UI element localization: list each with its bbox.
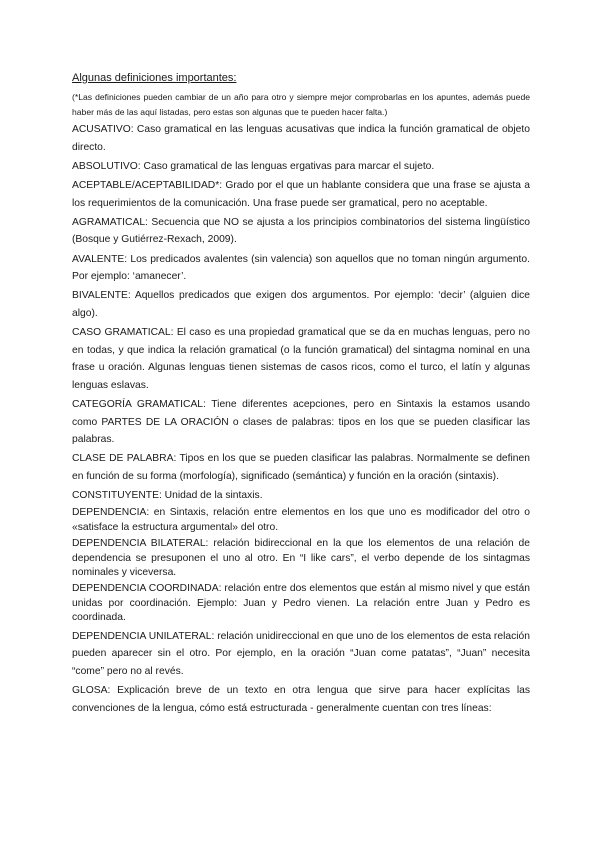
definition-aceptable: ACEPTABLE/ACEPTABILIDAD*: Grado por el que un hablante considera que una frase se ajusta a los requerimientos de la comunicación. Una frase puede ser gramatical, pero no aceptable. — [72, 179, 530, 209]
definition-clase-de-palabra: CLASE DE PALABRA: Tipos en los que se pueden clasificar las palabras. Normalmente se definen en función de su forma (morfología), significado (semántica) y función en la oración (sintaxis). — [72, 453, 530, 483]
definition-acusativo: ACUSATIVO: Caso gramatical en las lenguas acusativas que indica la función gramatical de objeto directo. — [72, 124, 530, 153]
page-title: Algunas definiciones importantes: — [72, 72, 237, 84]
definition-avalente: AVALENTE: Los predicados avalentes (sin valencia) son aquellos que no toman ningún argumento. Por ejemplo: ‘amanecer’. — [72, 253, 530, 283]
intro-note: (*Las definiciones pueden cambiar de un año para otro y siempre mejor comprobarlas en los apuntes, además puede haber más de las aquí listadas, pero estas son algunas que te pueden hacer falta.) — [72, 92, 530, 117]
definition-dependencia-unilateral: DEPENDENCIA UNILATERAL: relación unidireccional en que uno de los elementos de esta relación pueden aparecer sin el otro. Por ejemplo, en la oración “Juan come patatas”, “Juan” necesita “come” pero no al revés. — [72, 630, 530, 677]
document-body — [72, 71, 530, 719]
definition-dependencia-bilateral: DEPENDENCIA BILATERAL: relación bidireccional en la que los elementos de una relación de dependencia se presuponen el uno al otro. En “I like cars”, el verbo depende de los sintagmas nominales y viceversa. — [72, 538, 530, 579]
definition-bivalente: BIVALENTE: Aquellos predicados que exigen dos argumentos. Por ejemplo: ‘decir’ (alguien dice algo). — [72, 290, 530, 319]
definition-dependencia: DEPENDENCIA: en Sintaxis, relación entre elementos en los que uno es modificador del otro o «satisface la estructura argumental» del otro. — [72, 507, 530, 533]
definition-glosa: GLOSA: Explicación breve de un texto en otra lengua que sirve para hacer explícitas las convenciones de la lengua, cómo está estructurada - generalmente cuentan con tres líneas: — [72, 685, 530, 714]
definition-constituyente: CONSTITUYENTE: Unidad de la sintaxis. — [72, 490, 263, 502]
definition-absolutivo: ABSOLUTIVO: Caso gramatical de las lenguas ergativas para marcar el sujeto. — [72, 160, 435, 172]
definition-dependencia-coordinada: DEPENDENCIA COORDINADA: relación entre dos elementos que están al mismo nivel y que están unidas por coordinación. Ejemplo: Juan y Pedro vienen. La relación entre Juan y Pedro es coordinada. — [72, 583, 530, 624]
definition-caso-gramatical: CASO GRAMATICAL: El caso es una propiedad gramatical que se da en muchas lenguas, pero no en todas, y que indica la relación gramatical (o la función gramatical) del sintagma nominal en una frase u oración. Algunas lenguas tienen sistemas de casos ricos, como el turco, el latín y algunas lenguas eslavas. — [72, 327, 530, 391]
definition-agramatical: AGRAMATICAL: Secuencia que NO se ajusta a los principios combinatorios del sistema lingüístico (Bosque y Gutiérrez-Rexach, 2009). — [72, 216, 530, 246]
definition-categoria-gramatical: CATEGORÍA GRAMATICAL: Tiene diferentes acepciones, pero en Sintaxis la estamos usando como PARTES DE LA ORACIÓN o clases de palabras: tipos en los que se pueden clasificar las palabras. — [72, 399, 530, 446]
